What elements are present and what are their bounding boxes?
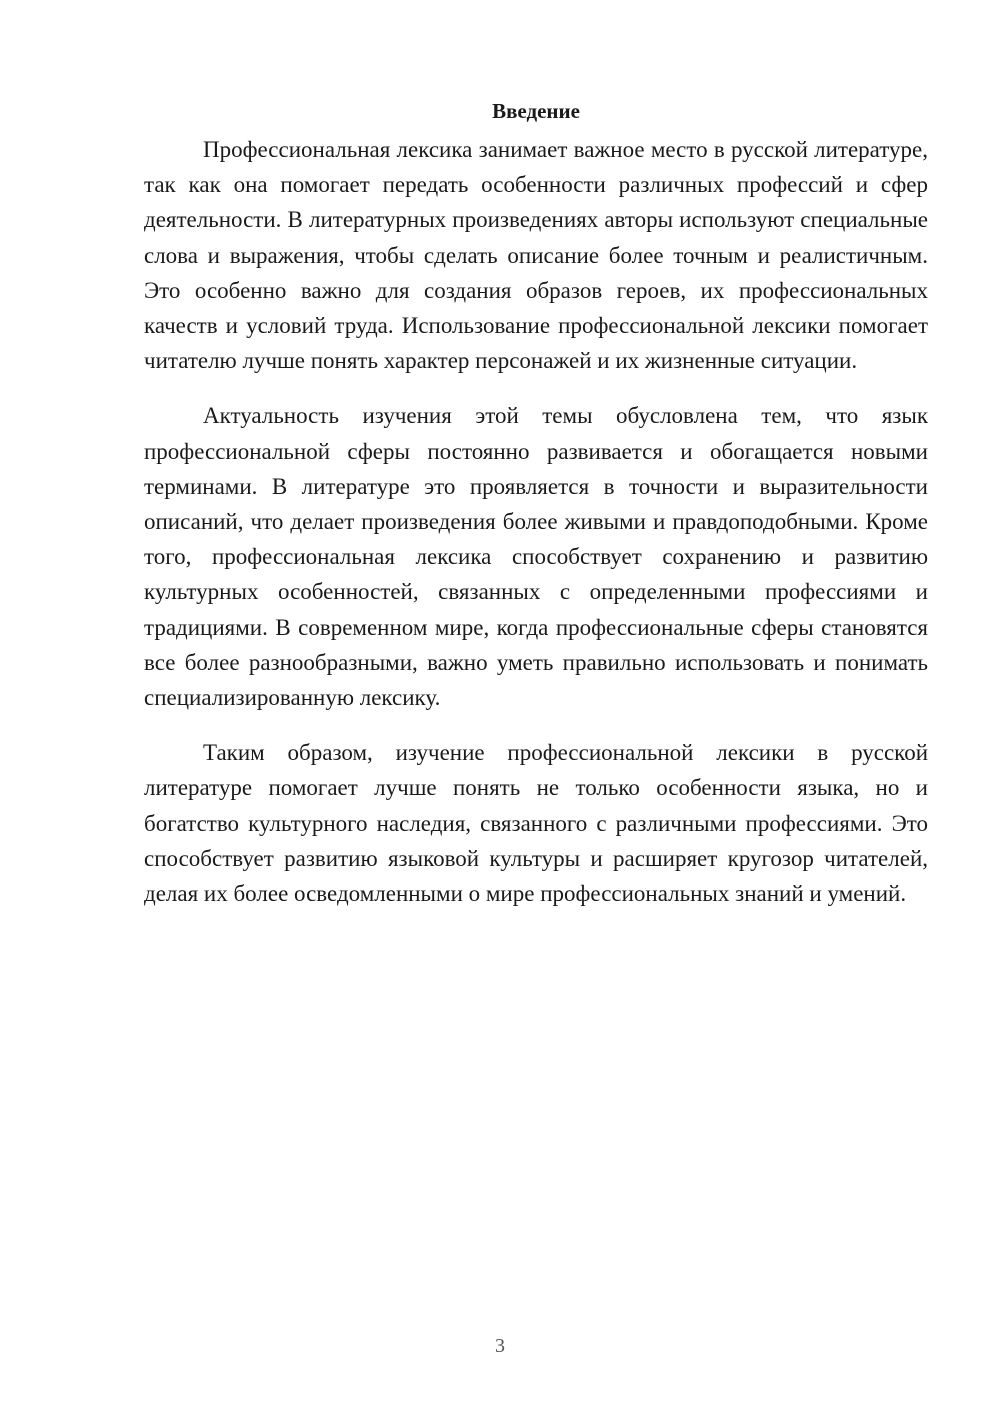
section-heading: Введение [492,99,580,123]
page-content [144,96,928,931]
paragraph-conclusion: Таким образом, изучение профессиональной лексики в русской литературе помогает лучше понять не только особенности языка, но и богатство культурного наследия, связанного с различными профессиями. Это способствует развитию языковой культуры и расширяет кругозор читателей, делая их более осведомленными о мире профессиональных знаний и умений. [144,740,928,907]
page-number: 3 [495,1335,505,1357]
paragraph-intro: Профессиональная лексика занимает важное место в русской литературе, так как она помогает передать особенности различных профессий и сфер деятельности. В литературных произведениях авторы используют специальные слова и выражения, чтобы сделать описание более точным и реалистичным. Это особенно важно для создания образов героев, их профессиональных качеств и условий труда. Использование профессиональной лексики помогает читателю лучше понять характер персонажей и их жизненные ситуации. [144,137,928,374]
paragraph-relevance: Актуальность изучения этой темы обусловлена тем, что язык профессиональной сферы постоянно развивается и обогащается новыми терминами. В литературе это проявляется в точности и выразительности описаний, что делает произведения более живыми и правдоподобными. Кроме того, профессиональная лексика способствует сохранению и развитию культурных особенностей, связанных с определенными профессиями и традициями. В современном мире, когда профессиональные сферы становятся все более разнообразными, важно уметь правильно использовать и понимать специализированную лексику. [144,403,928,711]
